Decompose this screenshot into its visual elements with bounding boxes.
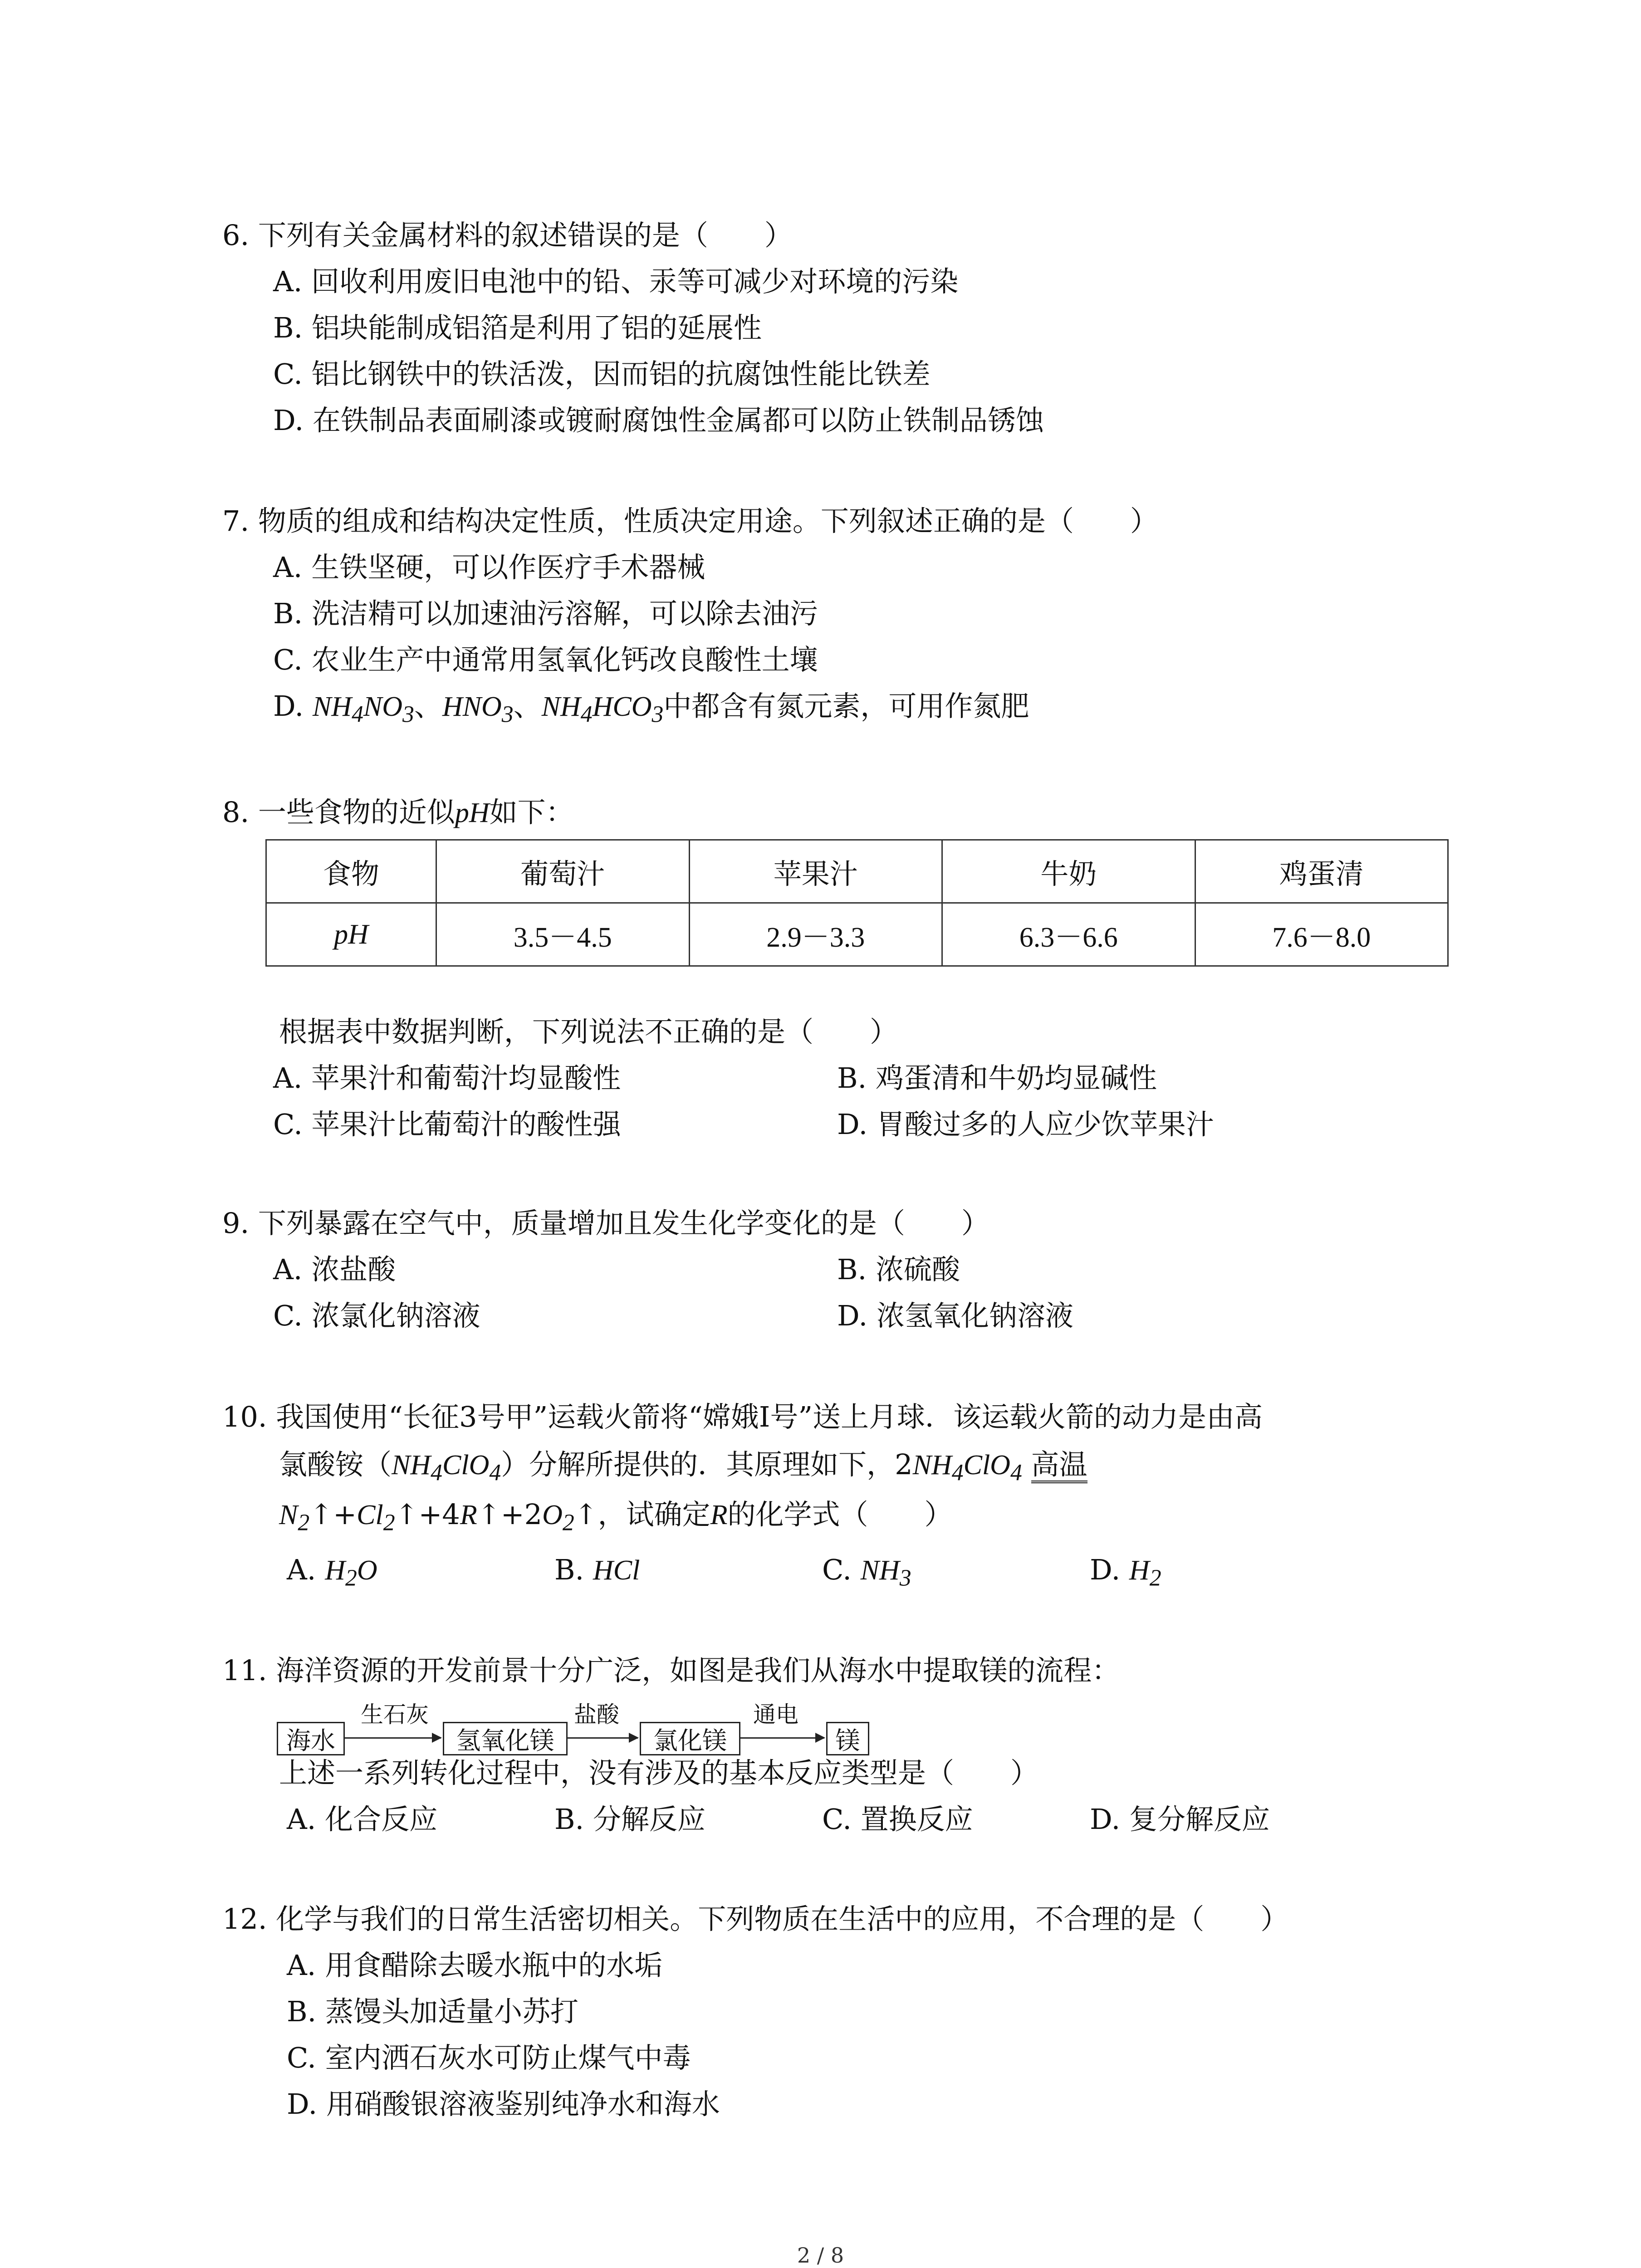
table-header-cell: 牛奶 bbox=[942, 840, 1195, 903]
q6-option-a: A. 回收利用废旧电池中的铅、汞等可减少对环境的污染 bbox=[273, 265, 959, 298]
table-header-cell: 鸡蛋清 bbox=[1195, 840, 1448, 903]
q8-sub-stem: 根据表中数据判断，下列说法不正确的是（ ） bbox=[279, 1015, 898, 1048]
formula-nh4clo4-reactant: $NH_4ClO_4$ bbox=[912, 1450, 1022, 1486]
q6-option-c: C. 铝比钢铁中的铁活泼，因而铝的抗腐蚀性能比铁差 bbox=[273, 357, 931, 391]
flow-label-electrolysis: 通电 bbox=[753, 1701, 798, 1728]
ph-table bbox=[265, 839, 1449, 967]
q11-sub-stem: 上述一系列转化过程中，没有涉及的基本反应类型是（ ） bbox=[279, 1756, 1039, 1789]
q10-stem-line1: 10. 我国使用“长征3号甲”运载火箭将“嫦娥Ⅰ号”送上月球．该运载火箭的动力是由高 bbox=[222, 1400, 1263, 1433]
flow-label-quicklime: 生石灰 bbox=[361, 1701, 429, 1728]
q11-option-d: D. 复分解反应 bbox=[1090, 1803, 1270, 1836]
magnesium-extraction-flow bbox=[277, 1696, 935, 1760]
q7-d-formula-nh4hco3: $NH_4HCO_3$ bbox=[541, 691, 664, 728]
table-cell: 6.3－6.6 bbox=[942, 903, 1195, 966]
flow-label-hydrochloric-acid: 盐酸 bbox=[574, 1701, 619, 1728]
q10-option-b: B. HCl bbox=[554, 1553, 640, 1586]
q10-option-d: D. $H_2$ bbox=[1090, 1553, 1161, 1591]
q9-option-c: C. 浓氯化钠溶液 bbox=[273, 1299, 480, 1332]
q10-stem-line2: 氯酸铵$(NH_4ClO_4)$分解所提供的．其原理如下，$2NH_4ClO_4$ 高温 bbox=[279, 1448, 1087, 1486]
q11-option-a: A. 化合反应 bbox=[287, 1803, 438, 1836]
q8-option-c: C. 苹果汁比葡萄汁的酸性强 bbox=[273, 1108, 621, 1141]
table-header-cell: 葡萄汁 bbox=[436, 840, 690, 903]
q6-option-d: D. 在铁制品表面刷漆或镀耐腐蚀性金属都可以防止铁制品锈蚀 bbox=[273, 404, 1044, 437]
q8-option-b: B. 鸡蛋清和牛奶均显碱性 bbox=[837, 1061, 1157, 1095]
table-cell: 3.5－4.5 bbox=[436, 903, 690, 966]
table-row bbox=[266, 903, 1448, 966]
q7-d-label: D. bbox=[273, 689, 313, 723]
formula-nh4clo4: $NH_4ClO_4$ bbox=[392, 1450, 501, 1486]
table-header-row bbox=[266, 840, 1448, 903]
table-header-cell: 苹果汁 bbox=[689, 840, 942, 903]
q8-stem: 8. 一些食物的近似pH如下： bbox=[222, 796, 574, 829]
q7-d-formula-nh4no3: $NH_4NO_3$ bbox=[312, 691, 414, 728]
flow-arrow-2 bbox=[568, 1737, 638, 1739]
q8-option-d: D. 胃酸过多的人应少饮苹果汁 bbox=[837, 1108, 1214, 1141]
q9-option-b: B. 浓硫酸 bbox=[837, 1253, 960, 1286]
q12-option-d: D. 用硝酸银溶液鉴别纯净水和海水 bbox=[287, 2087, 720, 2121]
flow-box-magnesium-hydroxide: 氢氧化镁 bbox=[443, 1722, 568, 1755]
q6-option-b: B. 铝块能制成铝箔是利用了铝的延展性 bbox=[273, 311, 762, 344]
q10-option-c: C. $NH_3$ bbox=[822, 1553, 911, 1591]
q11-option-c: C. 置换反应 bbox=[822, 1803, 973, 1836]
q12-option-b: B. 蒸馒头加适量小苏打 bbox=[287, 1995, 578, 2028]
page-number: 2 / 8 bbox=[797, 2243, 844, 2268]
flow-arrow-3 bbox=[740, 1737, 824, 1739]
flow-box-magnesium-chloride: 氯化镁 bbox=[640, 1722, 740, 1755]
q8-option-a: A. 苹果汁和葡萄汁均显酸性 bbox=[273, 1061, 621, 1095]
table-cell: 2.9－3.3 bbox=[689, 903, 942, 966]
q12-option-c: C. 室内洒石灰水可防止煤气中毒 bbox=[287, 2041, 691, 2074]
q10-option-a: A. $H_2O$ bbox=[287, 1553, 377, 1591]
q6-stem: 6. 下列有关金属材料的叙述错误的是（ ） bbox=[222, 219, 793, 252]
q11-option-b: B. 分解反应 bbox=[554, 1803, 705, 1836]
q9-option-a: A. 浓盐酸 bbox=[273, 1253, 396, 1286]
q11-stem: 11. 海洋资源的开发前景十分广泛，如图是我们从海水中提取镁的流程： bbox=[222, 1654, 1120, 1687]
table-header-cell: 食物 bbox=[266, 840, 436, 903]
flow-box-magnesium: 镁 bbox=[826, 1722, 869, 1755]
q7-option-c: C. 农业生产中通常用氢氧化钙改良酸性土壤 bbox=[273, 643, 818, 676]
q10-stem-line3: $N_2↑+Cl_2↑+4R↑+2O_2↑$，试确定R的化学式（ ） bbox=[279, 1498, 953, 1536]
q7-option-b: B. 洗洁精可以加速油污溶解，可以除去油污 bbox=[273, 597, 818, 630]
q7-option-d: D. $NH_4NO_3$、$HNO_3$、$NH_4HCO_3$中都含有氮元素，可用作氮肥 bbox=[273, 689, 1029, 728]
q9-stem: 9. 下列暴露在空气中，质量增加且发生化学变化的是（ ） bbox=[222, 1207, 989, 1240]
table-row-label: pH bbox=[266, 903, 436, 966]
q7-d-formula-hno3: $HNO_3$ bbox=[442, 691, 514, 728]
q7-option-a: A. 生铁坚硬，可以作医疗手术器械 bbox=[273, 551, 705, 584]
table-cell: 7.6－8.0 bbox=[1195, 903, 1448, 966]
q12-option-a: A. 用食醋除去暖水瓶中的水垢 bbox=[287, 1949, 663, 1982]
q7-stem: 7. 物质的组成和结构决定性质，性质决定用途。下列叙述正确的是（ ） bbox=[222, 504, 1158, 538]
flow-box-seawater: 海水 bbox=[277, 1722, 345, 1755]
q12-stem: 12. 化学与我们的日常生活密切相关。下列物质在生活中的应用，不合理的是（ ） bbox=[222, 1902, 1289, 1936]
q9-option-d: D. 浓氢氧化钠溶液 bbox=[837, 1299, 1073, 1332]
flow-arrow-1 bbox=[345, 1737, 441, 1739]
reaction-condition-high-temp: 高温 bbox=[1031, 1451, 1087, 1483]
